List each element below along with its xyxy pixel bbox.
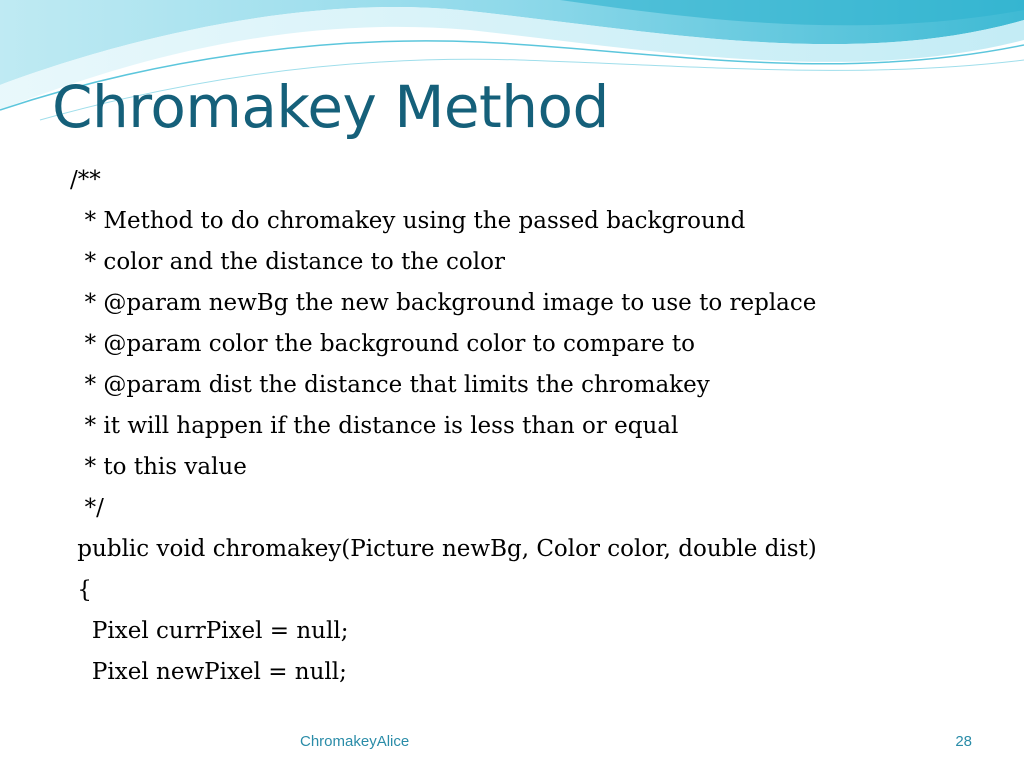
footer-label: ChromakeyAlice — [300, 733, 410, 750]
code-line: Pixel newPixel = null; — [70, 659, 347, 685]
code-line: * to this value — [70, 454, 247, 480]
code-line: * @param color the background color to compare to — [70, 331, 696, 357]
code-block — [70, 160, 817, 693]
code-line: { — [70, 577, 92, 603]
code-line: public void chromakey(Picture newBg, Color color, double dist) — [70, 536, 817, 562]
code-line: * color and the distance to the color — [70, 249, 505, 275]
code-line: */ — [70, 495, 104, 521]
code-line: * it will happen if the distance is less than or equal — [70, 413, 679, 439]
slide-number: 28 — [955, 733, 972, 750]
code-line: * Method to do chromakey using the passed background — [70, 208, 746, 234]
code-line: Pixel currPixel = null; — [70, 618, 349, 644]
code-line: * @param newBg the new background image to use to replace — [70, 290, 817, 316]
slide-title: Chromakey Method — [52, 73, 609, 141]
code-line: /** — [70, 167, 101, 193]
code-line: * @param dist the distance that limits the chromakey — [70, 372, 710, 398]
